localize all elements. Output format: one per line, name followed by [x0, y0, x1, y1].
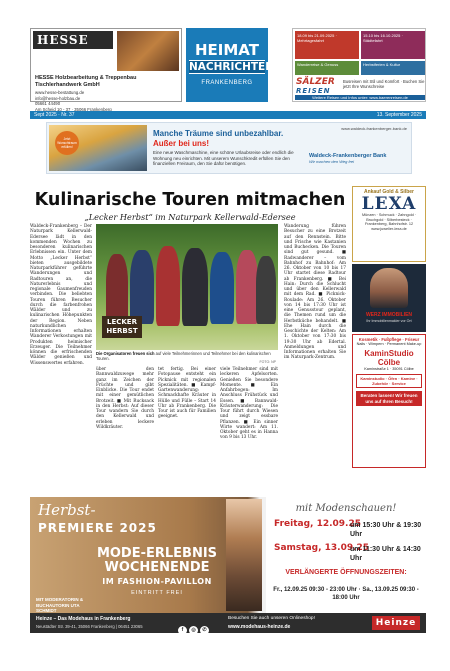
travel-url[interactable]: Weitere Reisen und Infos unter: www.baerenreisen.de	[295, 95, 425, 100]
fashion-pavillon: IM FASHION-PAVILLON	[102, 577, 212, 586]
person-figure	[130, 250, 154, 324]
travel-offer-b: 15.10 bis 16.10.2025 · Städtefahrt	[361, 31, 425, 59]
kaminstudio-ad[interactable]	[352, 334, 426, 468]
mode-erlebnis: MODE-ERLEBNIS WOCHENENDE	[96, 546, 218, 575]
issue-bar	[30, 111, 426, 119]
eintritt-frei: EINTRITT FREI	[131, 590, 183, 596]
lexa-text: Münzen · Schmuck · Zahngold · Bruchgold · Silberbesteck · Frankenberg, Bahnhofstr. 12	[361, 213, 417, 227]
hesse-email: info@hesse-holzbau.de	[35, 95, 81, 101]
whatsapp-icon[interactable]: ✆	[200, 626, 209, 635]
instagram-icon[interactable]: ◎	[189, 626, 198, 635]
masthead-line1: HEIMAT	[195, 41, 259, 59]
werz-ad[interactable]	[352, 264, 426, 332]
caption-text: auf viele Teilnehmerinnen und Teilnehmer bei den kulinarischen Touren.	[96, 351, 271, 361]
heinze-footer-address: Neustädter Str. 39-41, 35066 Frankenberg | 06451 23065	[36, 624, 143, 629]
bank-badge: Jetzt Wunschtraum erfüllen!	[55, 131, 79, 155]
bank-logo-slogan: Wir machen den Weg frei	[309, 159, 355, 164]
times-saturday: um 11:30 Uhr & 14:30 Uhr	[350, 546, 421, 562]
extended-hours: Fr., 12.09.25 09:30 - 23:00 Uhr · Sa., 13.09.25 09:30 - 18:00 Uhr	[273, 587, 419, 601]
article-photo	[96, 224, 278, 350]
article-column-3: tet fertig. Bei einer Fotopause entsteht ein Picknick mit regionalen Spezialitäten. ■ Kampf-Gartenwanderung: Schmackhafte Kräuter in Hülle und Fülle – Start 14 Uhr ab Frankenberg. Die Tour ist auch für Familien geeignet.	[158, 367, 216, 420]
bank-ad-photo	[49, 125, 147, 171]
modenschauen-title: mit Modenschauen!	[295, 503, 397, 514]
heinze-footer-title: Heinze – Das Modehaus in Frankenberg	[36, 616, 131, 622]
hesse-info	[35, 90, 183, 112]
heinze-shop-url[interactable]: www.modehaus-heinze.de	[228, 624, 291, 630]
lexa-url[interactable]: www.juwelier-lexa.de	[371, 226, 407, 231]
travel-logo	[296, 78, 340, 96]
hesse-web: www.hesse-bestattung.de	[35, 90, 85, 95]
herbst-title: Herbst-	[38, 501, 96, 519]
studio-services: Kaminstudio · Öfen · Kamine · Zubehör · Service	[356, 374, 422, 388]
photo-caption	[96, 351, 278, 363]
issue-number: Sept 2025 · Nr. 37	[34, 112, 75, 118]
studio-sub: Nails · Wimpern · Permanent Make-up	[356, 342, 422, 347]
person-figure	[210, 252, 234, 324]
article-column-5: Wanderung führen Besucher zu eine Brotzeit auf den Rennstein. Bitte und Frische wie Kastanien und Buchecken. Die Touren sind gut gesund. ■ Radwanderer – vom Bahnhof zu Bahnhof: Am 26. Oktober von 10 bis 17 Uhr startet diese Radtour ab Frankenberg. ■ Bei Hain: Durch die Schlucht und über den Kellerwald mit dem Rad. ■ Picknick-Roulade: Am 26. Oktober von 14 bis 17:30 Uhr ist eine Genusstour geplant, die Themen rund um die Herbstküche behandelt. ■ Ehe Hain durch die Geschichte der Kelten: Am 1. Oktober von 17:30 bis 19:30 Uhr ab Edertal. Anmeldungen und Informationen erhalten Sie im Naturpark-Zentrum.	[284, 224, 346, 361]
photo-credit: FOTO: NP	[259, 360, 276, 364]
travel-slogan: Busreisen mit Stil und Komfort · Buchen Sie jetzt Ihre Wunschreise	[343, 79, 425, 89]
times-friday: um 15:30 Uhr & 19:30 Uhr	[350, 522, 422, 538]
bank-url[interactable]: www.waldeck-frankenberger-bank.de	[341, 126, 407, 131]
travel-logo-bottom: REISEN	[296, 87, 331, 95]
studio-cta: Beraten lassen! Wir freuen uns auf Ihren Besuch!	[356, 391, 422, 406]
lecker-herbst-sign: LECKER HERBST	[102, 316, 142, 338]
event-details	[266, 497, 426, 613]
social-icons	[178, 618, 211, 636]
heinze-logo: Heinze	[372, 616, 420, 630]
article-headline: Kulinarische Touren mitmachen	[34, 190, 346, 210]
travel-logo-top: SÄLZER	[296, 77, 335, 87]
article-column-1: Waldeck-Frankenberg – Der Naturpark Kellerwald-Edersee lädt in den kommenden Wochen zu besonderen kulinarischen Erlebnissen ein. Unter dem Motto „Lecker Herbst“ bieten ausgebildete Naturparkführer geführte Wanderungen und Radtouren an, die Naturerlebnis und regionale Gaumenfreuden verbinden. Die beliebten Touren führen Besucher durch die farbenfrohen Wälder und zu kulinarischen Höhepunkten der Region. Neben naturkundlichen Informationen erhalten Wanderer Verkostungen mit Produkten heimischer Erzeuger. Die Teilnehmer können die erfrischenden Wälder genießen und Wissenswertes erfahren.	[30, 224, 92, 366]
person-figure	[182, 248, 208, 326]
werz-portrait	[370, 268, 408, 308]
heinze-footer	[30, 613, 426, 633]
hesse-name: HESSE Holzbearbeitung & Treppenbau Tischlerhandwerk GmbH	[35, 75, 137, 88]
article-subheadline: „Lecker Herbst“ im Naturpark Kellerwald-Edersee	[84, 212, 296, 222]
premiere-title: PREMIERE 2025	[38, 521, 157, 535]
hesse-logo: HESSE	[33, 31, 113, 49]
extended-hours-title: VERLÄNGERTE ÖFFNUNGSZEITEN:	[285, 569, 407, 576]
travel-offer-a: 18.09 bis 21.09.2025 · Mehrtagesfahrt	[295, 31, 359, 59]
article-column-4: viele Teilnehmer sind mit leckeren Apfelsorten. Genießen Sie besondere Momente. ■ Ein Anfahrbogen: Im Anschluss Frühstück und Essen. ■ Bannwald-Kräuterwanderung: Die Tour führt durch Wiesen und zeigt essbare Pflanzen. ■ Ein sinner Wirte wandert: Am 11. Oktober geht es in Hanna von 9 bis 13 Uhr.	[220, 367, 278, 441]
hesse-photo	[117, 31, 179, 71]
person-figure	[236, 250, 258, 324]
masthead-line2: NACHRICHTEN	[189, 61, 275, 73]
bank-headline: Manche Träume sind unbezahlbar.	[153, 129, 284, 138]
heinze-ad[interactable]	[30, 497, 426, 633]
date-saturday: Samstag, 13.09.25	[274, 543, 370, 553]
studio-name: KaminStudio Cölbe	[364, 348, 414, 367]
bank-ad[interactable]	[46, 122, 412, 174]
person-figure	[156, 246, 180, 326]
masthead	[186, 28, 275, 102]
article-column-2: über den Bannwaldzuwege mehr ganz im Zeichen der Früchte und gibt Einblicke. Die Tour endet mit einer gemütlichen Brotzeit. ■ Mit Rucksack in den Herbst: Auf dieser Tour wandern Sie durch den Kellerwald und erleben leckere Wildkräuter.	[96, 367, 154, 430]
lexa-top: Ankauf Gold & Silber	[363, 189, 414, 195]
right-ads	[352, 186, 426, 468]
studio-address: Kaminstraße 1 · 35091 Cölbe	[364, 366, 414, 371]
caption-lead: Die Organisatoren freuen sich	[96, 351, 155, 356]
studio-top: Kosmetik · Fußpflege · Friseur	[358, 337, 420, 342]
werz-name: WERZ IMMOBILIEN	[365, 312, 413, 318]
heinze-shop-text: Besuchen Sie auch unseren Onlineshop!	[228, 616, 315, 621]
issue-date: 13. September 2025	[376, 112, 422, 118]
bank-text: Eine neue Waschmaschine, eine schöne Urlaubsreise oder endlich die Wohnung neu einrichten. Mit unserem Wunschkredit erfüllen Sie den finanziellen Freiraum, den Sie dafür benötigen.	[153, 150, 294, 167]
travel-offer-c: Wanderreise & Genuss	[295, 61, 359, 75]
travel-offer-d: Herbstferien & Kultur	[361, 61, 425, 75]
moderation-note: MIT MODERATORIN & BUCHAUTORIN UTA SCHMIDT	[36, 597, 84, 613]
fashion-model-photo	[226, 499, 262, 611]
bank-logo	[309, 153, 405, 165]
hesse-ad[interactable]	[30, 28, 182, 112]
hesse-phone: 05661 44490	[35, 101, 61, 106]
facebook-icon[interactable]: f	[178, 626, 187, 635]
werz-sub: Ihr Immobilienmakler vor Ort	[366, 319, 412, 323]
bank-logo-name: Waldeck-Frankenberger Bank	[309, 153, 387, 159]
bank-subheadline: Außer bei uns!	[153, 139, 210, 148]
person-figure	[106, 254, 128, 324]
date-friday: Freitag, 12.09.25	[274, 519, 361, 529]
lexa-logo: LEXA	[361, 194, 417, 214]
person-figure	[256, 256, 276, 324]
travel-ad[interactable]	[292, 28, 426, 102]
lexa-ad[interactable]	[352, 186, 426, 262]
masthead-line3: FRANKENBERG	[201, 80, 253, 86]
hesse-address: Am Scheid 10 - 37 · 35066 Frankenberg	[35, 106, 112, 112]
